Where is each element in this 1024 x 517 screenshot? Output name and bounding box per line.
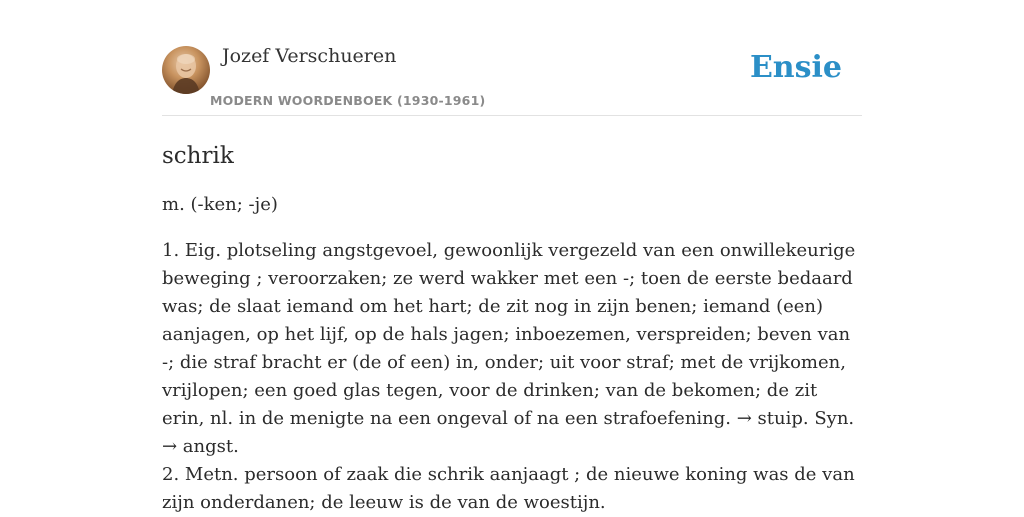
page-title: schrik (162, 143, 234, 169)
entry-card (162, 42, 862, 517)
author-name[interactable]: Jozef Verschueren (222, 45, 397, 67)
grammar-info: m. (-ken; -je) (162, 194, 278, 215)
page-header (162, 42, 862, 116)
definition-body (162, 237, 862, 517)
source-label: MODERN WOORDENBOEK (1930-1961) (210, 93, 486, 108)
author-avatar (162, 46, 210, 94)
sense-2: 2. Metn. persoon of zaak die schrik aanjaagt ; de nieuwe koning was de van zijn onderdanen; de leeuw is de van de woestijn. (162, 464, 855, 513)
brand-logo[interactable]: Ensie (749, 50, 842, 85)
sense-1: 1. Eig. plotseling angstgevoel, gewoonlijk vergezeld van een onwillekeurige beweging ; veroorzaken; ze werd wakker met een -; toen de eerste bedaard was; de slaat iemand om het hart; de zit nog in zijn benen; iemand (een) aanjagen, op het lijf, op de hals jagen; inboezemen, verspreiden; beven van -; die straf bracht er (de of een) in, onder; uit voor straf; met de vrijkomen, vrijlopen; een goed glas tegen, voor de drinken; van de bekomen; de zit erin, nl. in de menigte na een ongeval of na een strafoefening. → stuip. Syn. → angst. (162, 240, 856, 457)
portrait-image (162, 46, 210, 94)
